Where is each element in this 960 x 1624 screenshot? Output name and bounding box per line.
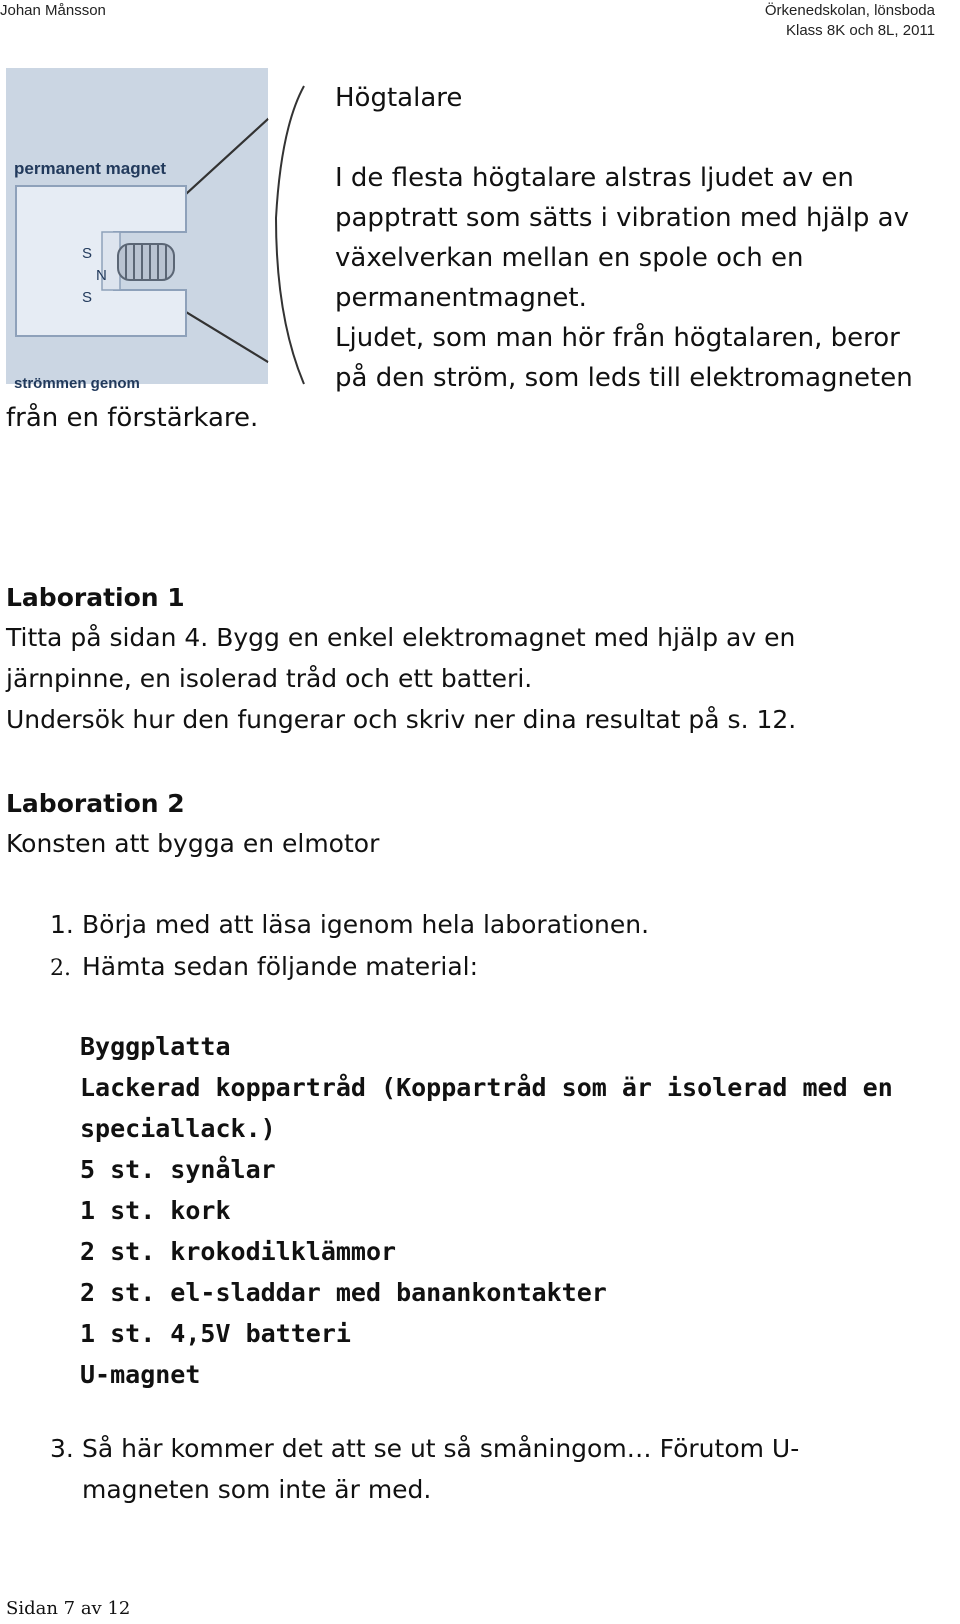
- speaker-title: Högtalare: [335, 83, 463, 113]
- lab2-step-3: [50, 1428, 799, 1510]
- header-class: Klass 8K och 8L, 2011: [786, 22, 935, 39]
- step-text: Börja med att läsa igenom hela laborationen.: [82, 910, 650, 939]
- speaker-continuation: från en förstärkare.: [6, 403, 259, 433]
- lab1-line: Titta på sidan 4. Bygg en enkel elektromagnet med hjälp av en: [6, 623, 796, 652]
- speaker-line: växelverkan mellan en spole och en: [335, 243, 804, 273]
- magnet-label: permanent magnet: [14, 159, 167, 178]
- s-bottom-label: S: [82, 289, 93, 306]
- speaker-line: permanentmagnet.: [335, 283, 587, 313]
- material-item: U-magnet: [80, 1360, 201, 1389]
- bottom-cut-label: strömmen genom: [14, 375, 140, 392]
- coil-icon: [118, 244, 174, 280]
- step-text: Hämta sedan följande material:: [82, 952, 479, 981]
- lab1-heading: Laboration 1: [6, 583, 185, 612]
- lab2-subtitle: Konsten att bygga en elmotor: [6, 829, 380, 858]
- lab2-step-1: [50, 904, 649, 945]
- header-author: Johan Månsson: [0, 2, 106, 19]
- step-number: 2.: [50, 956, 71, 981]
- material-item: 1 st. kork: [80, 1196, 231, 1225]
- header-school: Örkenedskolan, lönsboda: [764, 2, 935, 19]
- material-item: 1 st. 4,5V batteri: [80, 1319, 351, 1348]
- step-text: Så här kommer det att se ut så småningom… Förutom U-: [82, 1434, 800, 1463]
- speaker-line: på den ström, som leds till elektromagneten: [335, 363, 913, 393]
- material-item: 2 st. el-sladdar med banankontakter: [80, 1278, 607, 1307]
- material-item: Lackerad koppartråd (Koppartråd som är isolerad med en: [80, 1073, 893, 1102]
- materials-list: [80, 1026, 893, 1395]
- material-item: 5 st. synålar: [80, 1155, 276, 1184]
- n-label: N: [96, 267, 107, 284]
- step-text-continuation: magneten som inte är med.: [82, 1475, 432, 1504]
- material-item: 2 st. krokodilklämmor: [80, 1237, 397, 1266]
- material-item: Byggplatta: [80, 1032, 231, 1061]
- material-item: speciallack.): [80, 1114, 276, 1143]
- speaker-line: I de flesta högtalare alstras ljudet av en: [335, 163, 854, 193]
- step-number: 3.: [50, 1434, 74, 1463]
- step-number: 1.: [50, 910, 74, 939]
- s-top-label: S: [82, 245, 93, 262]
- speaker-diagram: [6, 68, 312, 398]
- speaker-line: Ljudet, som man hör från högtalaren, beror: [335, 323, 900, 353]
- speaker-paragraph: [335, 158, 945, 398]
- lab1-line: järnpinne, en isolerad tråd och ett batteri.: [6, 664, 533, 693]
- lab2-heading: Laboration 2: [6, 789, 185, 818]
- page-number: Sidan 7 av 12: [6, 1598, 131, 1619]
- speaker-line: papptratt som sätts i vibration med hjälp av: [335, 203, 909, 233]
- lab1-text: [6, 617, 926, 740]
- lab2-step-2: [50, 946, 478, 989]
- lab1-line: Undersök hur den fungerar och skriv ner dina resultat på s. 12.: [6, 705, 797, 734]
